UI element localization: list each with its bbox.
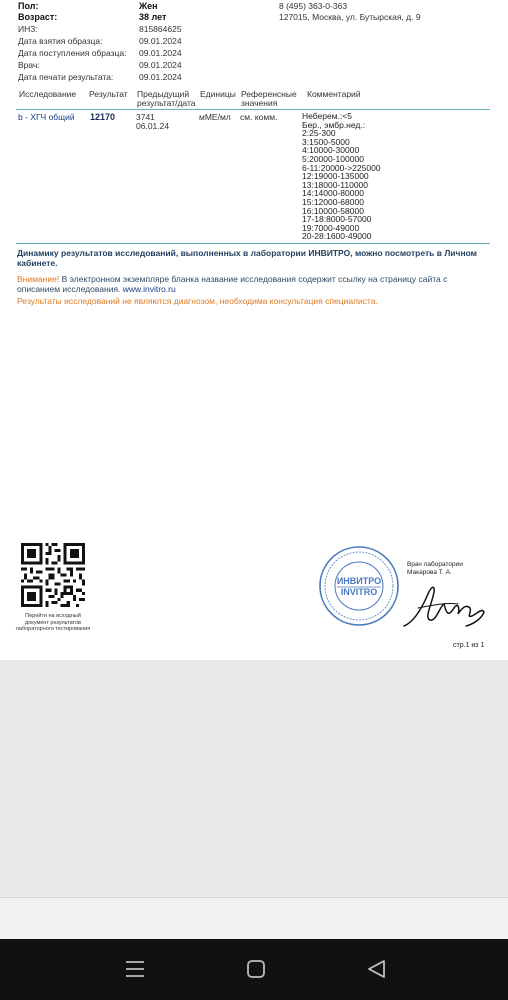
lab-address: 127015, Москва, ул. Бутырская, д. 9	[279, 12, 421, 22]
header-units: Единицы	[200, 89, 236, 99]
sample-taken-row	[18, 35, 182, 47]
doctor-row	[18, 59, 182, 71]
doctor-label: Врач:	[18, 60, 40, 70]
age-value: 38 лет	[139, 12, 167, 22]
warning-text: В электронном экземпляре бланка название исследования содержит ссылку на страницу сайта с описанием исследования.	[17, 274, 448, 294]
gender-label: Пол:	[18, 1, 39, 11]
sample-taken-label: Дата взятия образца:	[18, 36, 103, 46]
lab-stamp-icon	[318, 545, 400, 627]
warning-note	[17, 274, 492, 294]
test-units: мМЕ/мл	[199, 112, 231, 122]
header-comment: Комментарий	[307, 89, 361, 99]
header-reference-line1: Референсные	[241, 89, 297, 99]
header-previous-line2: результат/дата	[137, 98, 196, 108]
inz-label: ИНЗ:	[18, 24, 38, 34]
comment-line: 4:10000-30000	[302, 145, 360, 156]
test-result: 12170	[90, 112, 116, 122]
comment-line: 20-28:1600-49000	[302, 231, 372, 242]
header-previous	[137, 90, 195, 108]
comment-list	[302, 112, 381, 241]
qr-caption: Перейти на исходный документ результатов лабораторного тестирования	[15, 613, 91, 632]
doctor-signature-label	[407, 561, 463, 577]
inz-row	[18, 23, 182, 35]
test-reference: см. комм.	[240, 112, 278, 122]
header-previous-line1: Предыдущий	[137, 89, 190, 99]
comment-line: 3:1500-5000	[302, 136, 350, 147]
test-name-link[interactable]: b - ХГЧ общий	[18, 112, 75, 122]
header-result: Результат	[89, 89, 128, 99]
comment-line: 15:12000-68000	[302, 196, 364, 207]
page-number: стр.1 из 1	[453, 642, 485, 649]
comment-line: Неберем.:<5	[302, 111, 352, 121]
comment-line: 6-11:20000->225000	[302, 162, 381, 173]
print-date-value: 09.01.2024	[139, 72, 182, 82]
lab-phone[interactable]: 8 (495) 363-0-363	[279, 1, 348, 11]
doctor-title: Врач лаборатории	[407, 561, 463, 568]
age-label: Возраст:	[18, 12, 58, 22]
warning-word: Внимание!	[17, 274, 60, 284]
previous-result-value: 3741	[136, 112, 155, 122]
doctor-value: 09.01.2024	[139, 60, 182, 70]
doctor-name: Макарова Т. А.	[407, 569, 452, 576]
inz-value: 815864625	[139, 24, 182, 34]
stamp-text-2: INVITRO	[340, 587, 378, 597]
invitro-link[interactable]: www.invitro.ru	[122, 284, 176, 294]
print-date-row	[18, 71, 182, 83]
comment-line: Бер., эмбр.нед.:	[302, 119, 366, 130]
header-reference-line2: значения	[241, 98, 278, 108]
comment-line: 19:7000-49000	[302, 222, 360, 233]
qr-code-icon[interactable]	[21, 543, 85, 607]
previous-result-date: 06.01.24	[136, 121, 170, 131]
comment-line: 17-18:8000-57000	[302, 214, 372, 225]
header-test: Исследование	[19, 89, 77, 99]
comment-line: 16:10000-58000	[302, 205, 364, 216]
back-icon[interactable]	[364, 956, 390, 982]
comment-line: 12:19000-135000	[302, 171, 369, 182]
table-header-divider	[16, 109, 490, 110]
viewer-bottom-bar	[0, 897, 508, 939]
sample-received-row	[18, 47, 182, 59]
sample-received-value: 09.01.2024	[139, 48, 182, 58]
handwritten-signature-icon	[400, 578, 488, 634]
header-reference	[241, 90, 297, 108]
sample-received-label: Дата поступления образца:	[18, 48, 127, 58]
table-bottom-divider	[16, 243, 490, 244]
recent-apps-icon[interactable]	[122, 956, 148, 982]
comment-line: 13:18000-110000	[302, 179, 369, 190]
sample-taken-value: 09.01.2024	[139, 36, 182, 46]
gender-value: Жен	[139, 1, 158, 11]
previous-result	[136, 113, 169, 131]
stamp-text-1: ИНВИТРО	[336, 576, 382, 586]
comment-line: 5:20000-100000	[302, 153, 364, 164]
dynamics-note: Динамику результатов исследований, выполненных в лаборатории ИНВИТРО, можно посмотреть в Личном кабинете.	[17, 248, 477, 268]
disclaimer-note: Результаты исследований не являются диагнозом, необходима консультация специалиста.	[17, 296, 378, 306]
print-date-label: Дата печати результата:	[18, 72, 114, 82]
comment-line: 14:14000-80000	[302, 188, 364, 199]
age-row	[18, 11, 166, 23]
system-navigation-bar	[0, 939, 508, 1000]
home-icon[interactable]	[243, 956, 269, 982]
comment-line: 2:25-300	[302, 128, 336, 139]
